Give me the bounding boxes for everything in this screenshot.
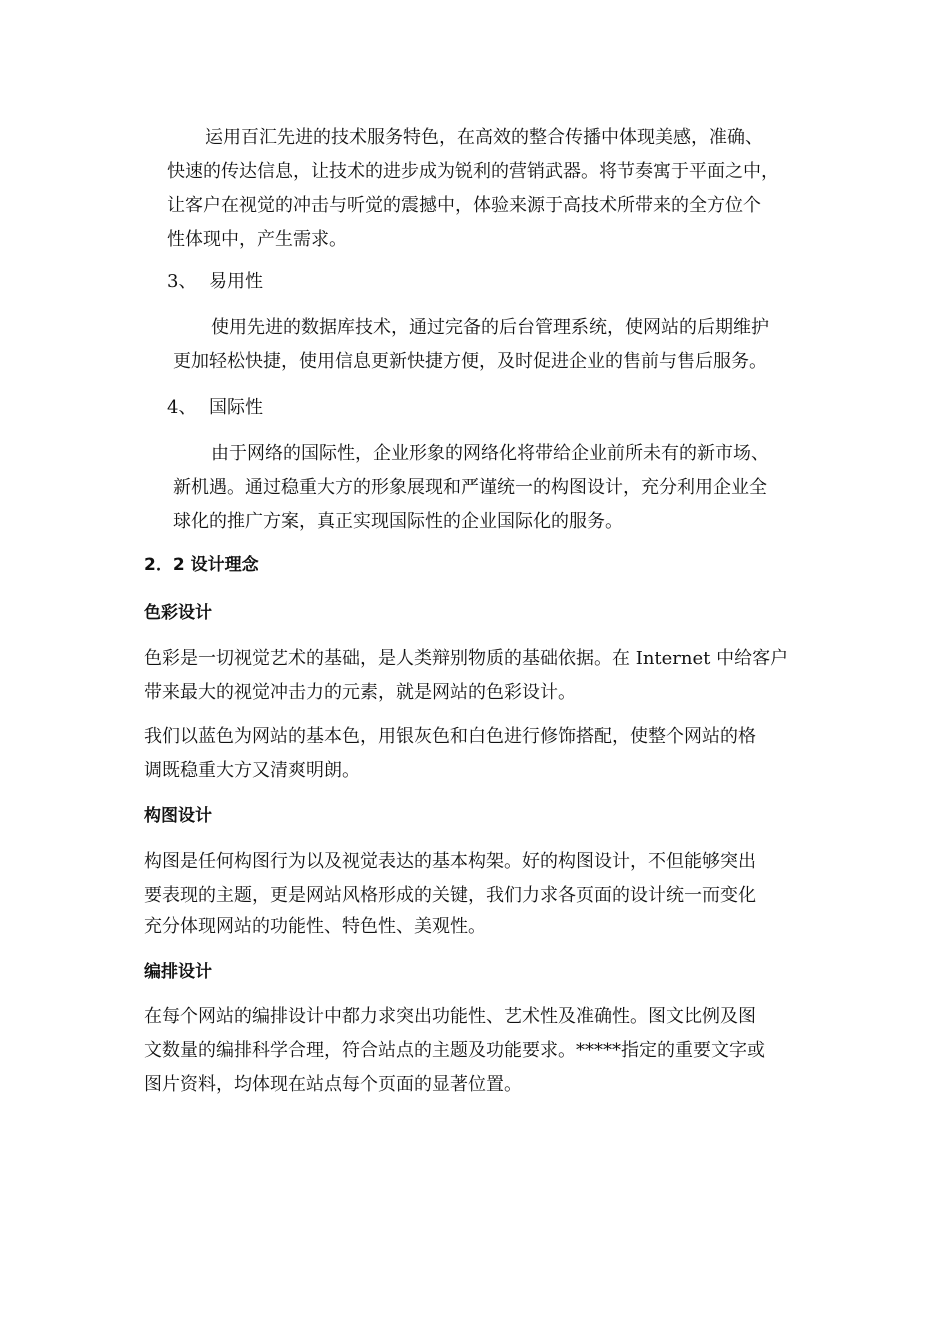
composition-line-1: 构图是任何构图行为以及视觉表达的基本构架。好的构图设计，不但能够突出 <box>144 851 756 872</box>
item-4-line-3: 球化的推广方案，真正实现国际性的企业国际化的服务。 <box>173 511 623 532</box>
item-3-heading <box>167 270 263 294</box>
composition-design-heading: 构图设计 <box>144 806 212 826</box>
intro-line-4: 性体现中，产生需求。 <box>167 229 347 250</box>
composition-line-2: 要表现的主题，更是网站风格形成的关键，我们力求各页面的设计统一而变化 <box>144 885 756 906</box>
color-design-p1-line-1: 色彩是一切视觉艺术的基础，是人类辩别物质的基础依据。在 Internet 中给客户 <box>144 648 789 669</box>
item-4-number: 4、 <box>167 397 197 418</box>
item-4-heading <box>167 396 263 420</box>
color-design-p2-line-2: 调既稳重大方又清爽明朗。 <box>144 760 360 781</box>
item-3-line-2: 更加轻松快捷，使用信息更新快捷方便，及时促进企业的售前与售后服务。 <box>173 351 767 372</box>
item-4-line-1: 由于网络的国际性，企业形象的网络化将带给企业前所未有的新市场、 <box>211 443 769 464</box>
layout-line-3: 图片资料，均体现在站点每个页面的显著位置。 <box>144 1074 522 1095</box>
section-2-2-heading: 2．2 设计理念 <box>144 555 259 575</box>
intro-line-1: 运用百汇先进的技术服务特色，在高效的整合传播中体现美感，准确、 <box>205 127 763 148</box>
item-3-line-1: 使用先进的数据库技术，通过完备的后台管理系统，使网站的后期维护 <box>211 317 769 338</box>
item-3-number: 3、 <box>167 271 197 292</box>
item-3-title: 易用性 <box>209 271 263 292</box>
color-design-p1-line-2: 带来最大的视觉冲击力的元素，就是网站的色彩设计。 <box>144 682 576 703</box>
layout-line-1: 在每个网站的编排设计中都力求突出功能性、艺术性及准确性。图文比例及图 <box>144 1006 756 1027</box>
intro-line-3: 让客户在视觉的冲击与听觉的震撼中，体验来源于高技术所带来的全方位个 <box>167 195 761 216</box>
color-design-p2-line-1: 我们以蓝色为网站的基本色，用银灰色和白色进行修饰搭配，使整个网站的格 <box>144 726 756 747</box>
composition-line-3: 充分体现网站的功能性、特色性、美观性。 <box>144 916 486 937</box>
layout-line-2: 文数量的编排科学合理，符合站点的主题及功能要求。*****指定的重要文字或 <box>144 1040 765 1061</box>
color-design-heading: 色彩设计 <box>144 603 212 623</box>
item-4-line-2: 新机遇。通过稳重大方的形象展现和严谨统一的构图设计，充分利用企业全 <box>173 477 767 498</box>
layout-design-heading: 编排设计 <box>144 962 212 982</box>
item-4-title: 国际性 <box>209 397 263 418</box>
intro-line-2: 快速的传达信息，让技术的进步成为锐利的营销武器。将节奏寓于平面之中， <box>167 161 779 182</box>
